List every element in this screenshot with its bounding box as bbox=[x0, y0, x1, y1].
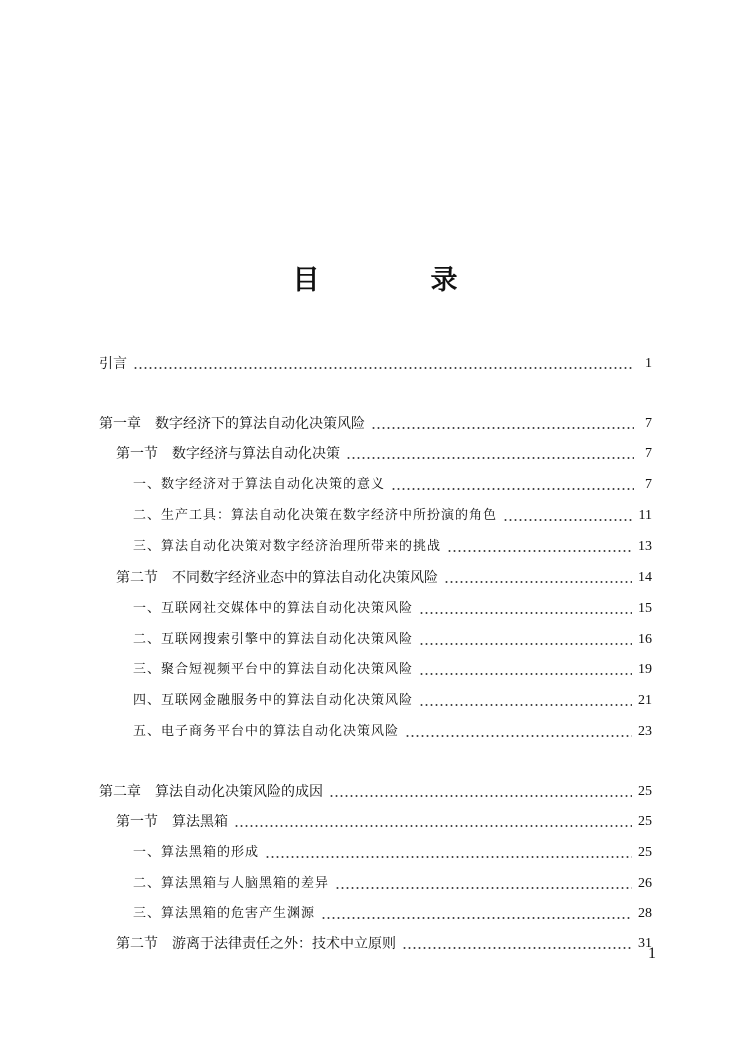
toc-leader-dots bbox=[329, 795, 632, 797]
toc-leader-dots bbox=[321, 917, 632, 919]
toc-entry-section[interactable] bbox=[0, 808, 750, 832]
toc-leader-dots bbox=[133, 367, 634, 369]
toc-entry-subsection[interactable] bbox=[0, 533, 750, 557]
toc-entry-page: 16 bbox=[638, 632, 652, 647]
toc-entry-label: 三、算法自动化决策对数字经济治理所带来的挑战 bbox=[133, 539, 442, 554]
toc-entry-subsection[interactable] bbox=[0, 900, 750, 924]
toc-entry-subsection[interactable] bbox=[0, 502, 750, 526]
toc-entry-label: 第二节 游离于法律责任之外：技术中立原则 bbox=[116, 936, 396, 952]
page-title: 目 录 bbox=[292, 265, 500, 296]
toc-leader-dots bbox=[503, 519, 633, 521]
toc-leader-dots bbox=[405, 735, 632, 737]
toc-entry-page: 31 bbox=[638, 936, 652, 951]
toc-entry-label: 引言 bbox=[99, 356, 127, 372]
toc-entry-page: 7 bbox=[645, 477, 652, 492]
toc-entry-label: 二、生产工具：算法自动化决策在数字经济中所扮演的角色 bbox=[133, 508, 498, 523]
toc-entry-label: 三、聚合短视频平台中的算法自动化决策风险 bbox=[133, 662, 414, 677]
toc-entry-page: 28 bbox=[638, 906, 652, 921]
toc-entry-label: 第二章 算法自动化决策风险的成因 bbox=[99, 784, 323, 800]
toc-leader-dots bbox=[447, 550, 632, 552]
toc-entry-subsection[interactable] bbox=[0, 839, 750, 863]
toc-leader-dots bbox=[265, 856, 632, 858]
toc-entry-page: 15 bbox=[638, 601, 652, 616]
toc-entry-label: 第二节 不同数字经济业态中的算法自动化决策风险 bbox=[116, 570, 438, 586]
toc-entry-page: 13 bbox=[638, 539, 652, 554]
toc-entry-subsection[interactable] bbox=[0, 626, 750, 650]
toc-leader-dots bbox=[234, 825, 632, 827]
toc-entry-label: 第一章 数字经济下的算法自动化决策风险 bbox=[99, 416, 365, 432]
toc-entry-label: 二、互联网搜索引擎中的算法自动化决策风险 bbox=[133, 632, 414, 647]
toc-entry-page: 25 bbox=[638, 814, 652, 829]
toc-leader-dots bbox=[371, 427, 634, 429]
toc-entry-page: 11 bbox=[638, 508, 652, 523]
toc-entry-label: 一、数字经济对于算法自动化决策的意义 bbox=[133, 477, 386, 492]
toc-entry-subsection[interactable] bbox=[0, 595, 750, 619]
toc-leader-dots bbox=[419, 704, 632, 706]
toc-entry-intro[interactable] bbox=[0, 350, 750, 374]
toc-entry-chapter-2[interactable] bbox=[0, 778, 750, 802]
toc-entry-label: 五、电子商务平台中的算法自动化决策风险 bbox=[133, 724, 400, 739]
toc-leader-dots bbox=[419, 612, 632, 614]
toc-entry-subsection[interactable] bbox=[0, 718, 750, 742]
toc-entry-subsection[interactable] bbox=[0, 687, 750, 711]
toc-entry-page: 23 bbox=[638, 724, 652, 739]
toc-entry-label: 第一节 算法黑箱 bbox=[116, 814, 228, 830]
toc-entry-page: 21 bbox=[638, 693, 652, 708]
toc-leader-dots bbox=[346, 457, 634, 459]
toc-entry-label: 一、算法黑箱的形成 bbox=[133, 845, 260, 860]
toc-entry-page: 19 bbox=[638, 662, 652, 677]
toc-leader-dots bbox=[444, 581, 632, 583]
toc-entry-page: 25 bbox=[638, 845, 652, 860]
toc-entry-page: 14 bbox=[638, 570, 652, 585]
toc-entry-label: 四、互联网金融服务中的算法自动化决策风险 bbox=[133, 693, 414, 708]
toc-leader-dots bbox=[419, 643, 632, 645]
toc-entry-section[interactable] bbox=[0, 564, 750, 588]
toc-leader-dots bbox=[419, 673, 632, 675]
page-number: 1 bbox=[648, 945, 656, 962]
toc-entry-chapter-1[interactable] bbox=[0, 410, 750, 434]
toc-entry-label: 二、算法黑箱与人脑黑箱的差异 bbox=[133, 876, 330, 891]
toc-leader-dots bbox=[391, 488, 634, 490]
toc-entry-page: 25 bbox=[638, 784, 652, 799]
toc-leader-dots bbox=[335, 887, 632, 889]
toc-entry-label: 第一节 数字经济与算法自动化决策 bbox=[116, 446, 340, 462]
toc-leader-dots bbox=[402, 947, 632, 949]
toc-entry-label: 一、互联网社交媒体中的算法自动化决策风险 bbox=[133, 601, 414, 616]
toc-entry-subsection[interactable] bbox=[0, 471, 750, 495]
toc-entry-page: 26 bbox=[638, 876, 652, 891]
toc-entry-section[interactable] bbox=[0, 440, 750, 464]
toc-entry-subsection[interactable] bbox=[0, 656, 750, 680]
toc-entry-page: 7 bbox=[645, 446, 652, 461]
toc-entry-label: 三、算法黑箱的危害产生渊源 bbox=[133, 906, 316, 921]
toc-entry-subsection[interactable] bbox=[0, 870, 750, 894]
toc-entry-page: 1 bbox=[645, 356, 652, 371]
toc-entry-page: 7 bbox=[645, 416, 652, 431]
